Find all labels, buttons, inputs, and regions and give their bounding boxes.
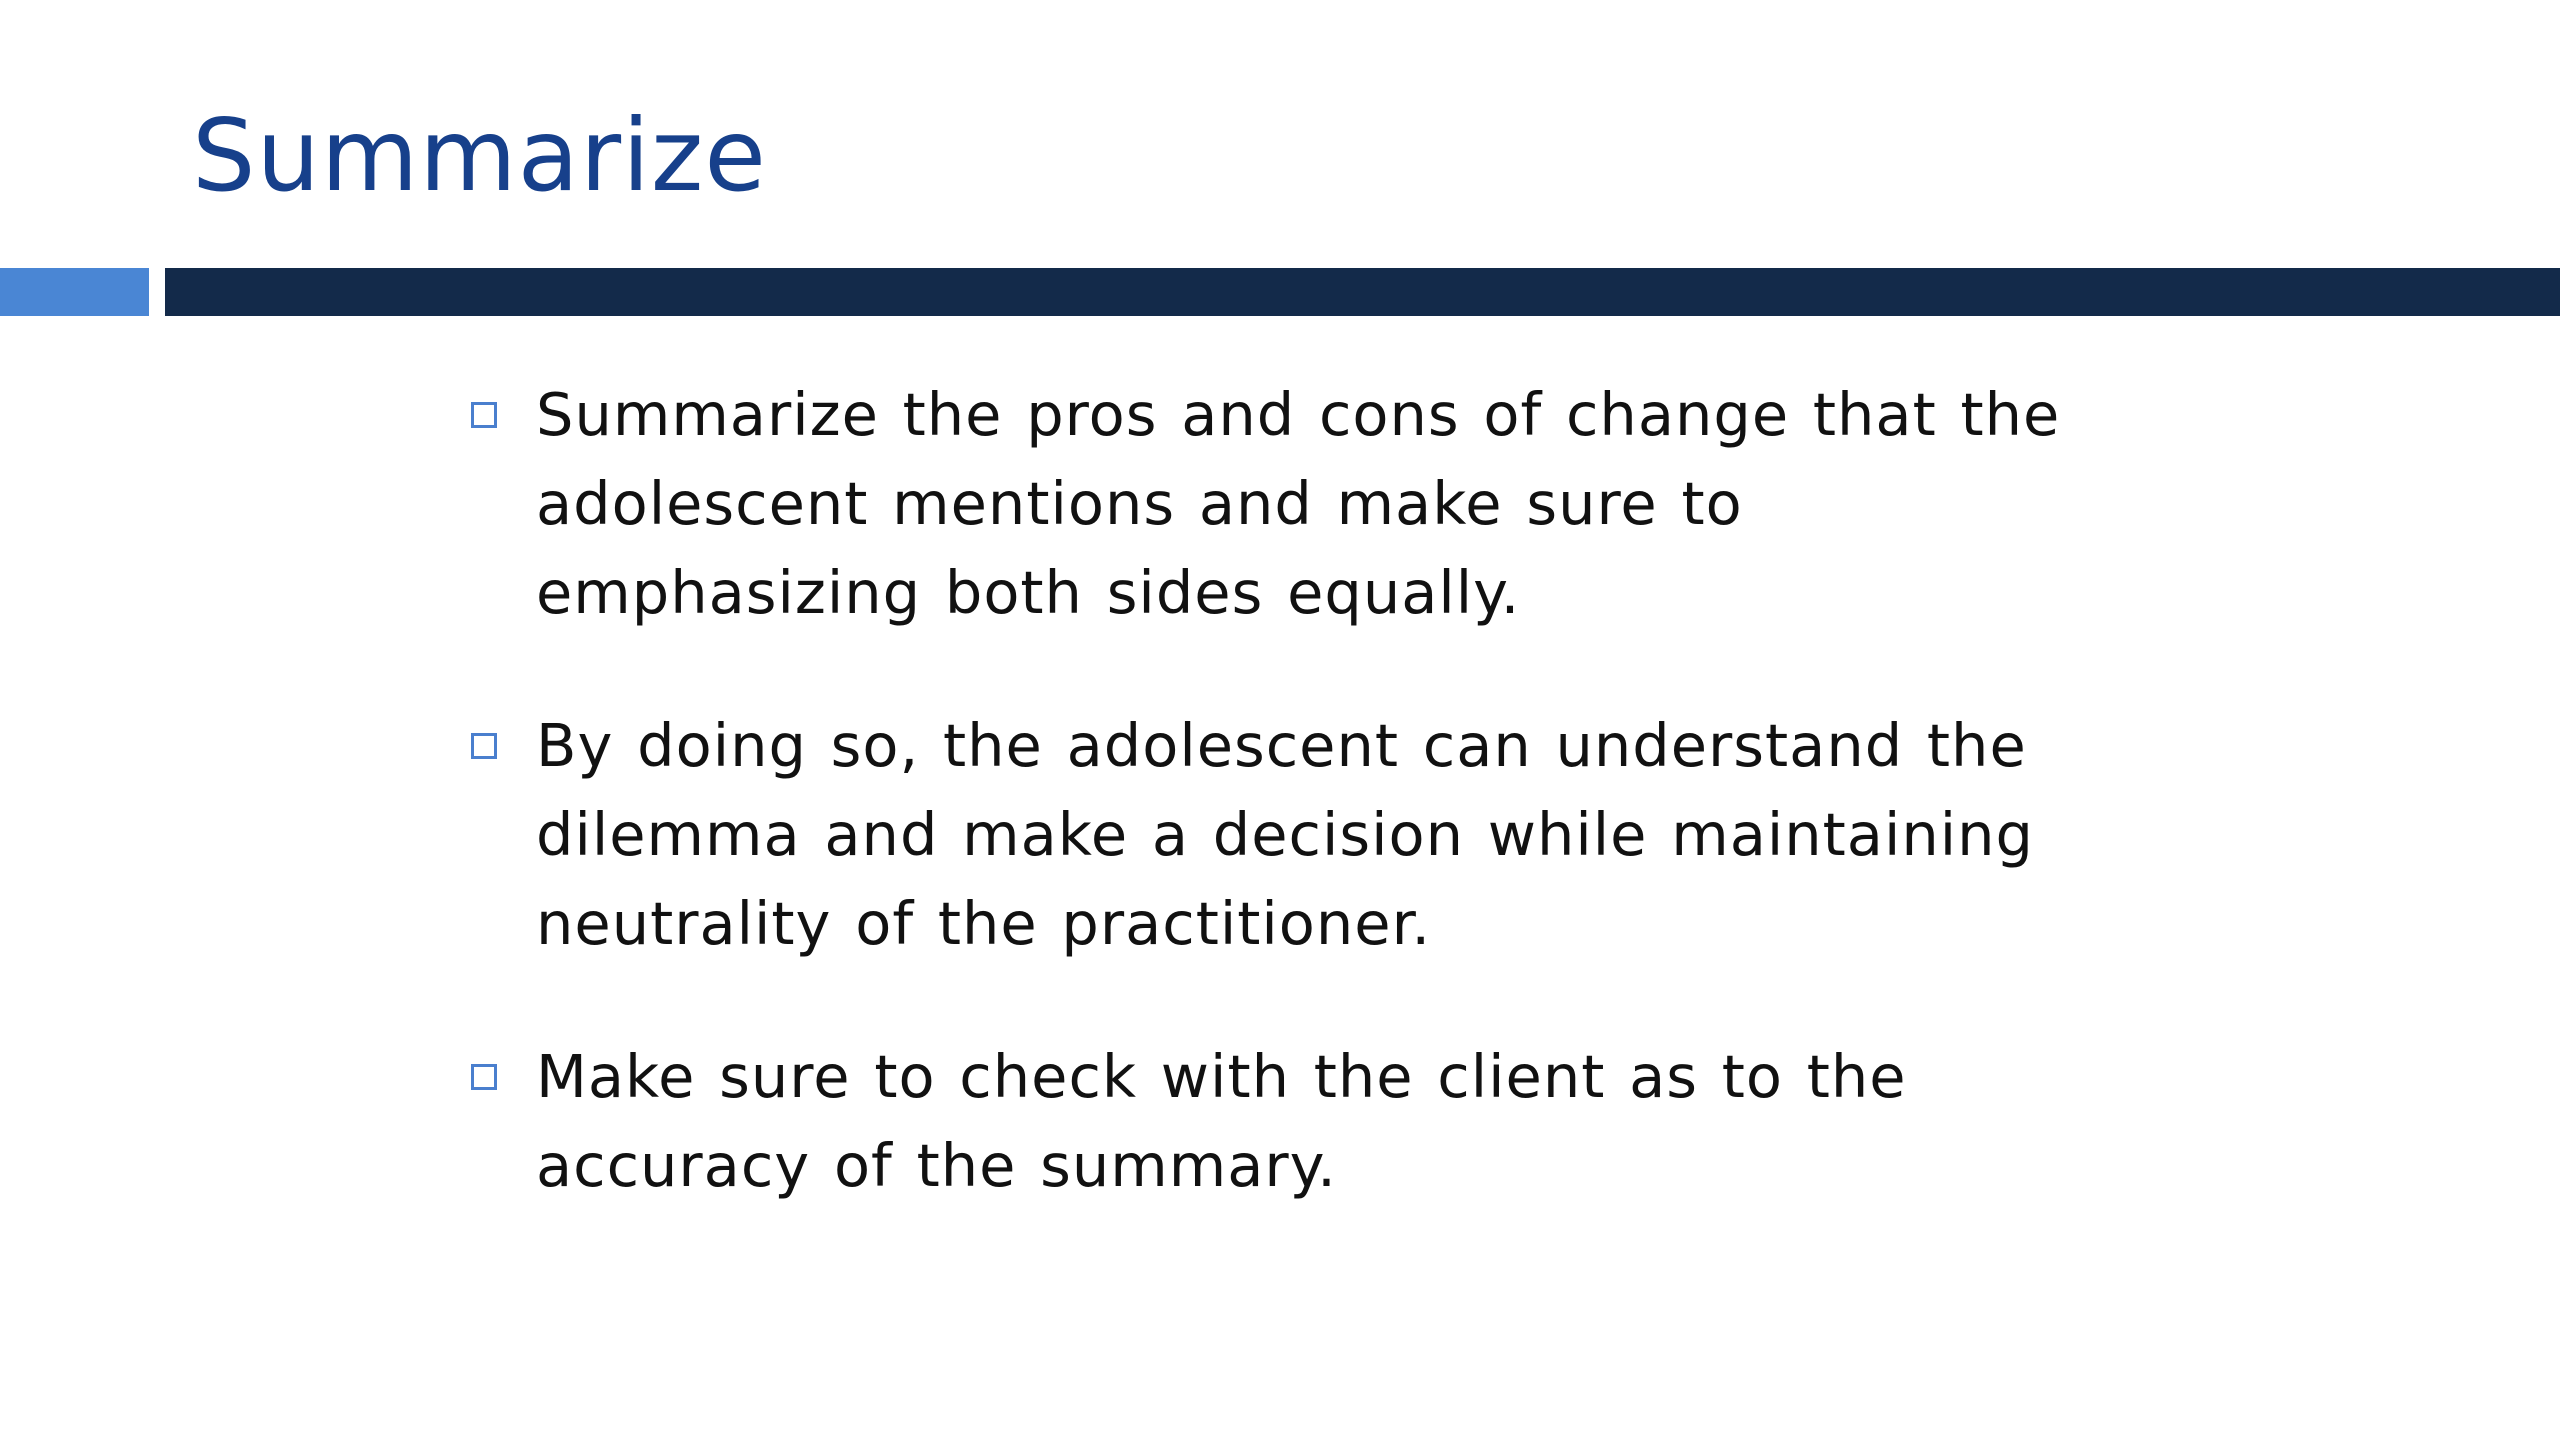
hollow-square-bullet-icon [471,1064,497,1090]
bullet-item [468,701,2108,968]
hollow-square-bullet-icon [471,733,497,759]
slide-title: Summarize [192,97,767,214]
title-bar-accent [0,268,149,316]
title-bar-divider [165,268,2560,316]
bullet-list [468,370,2108,1274]
bullet-item [468,1032,2108,1210]
bullet-text: By doing so, the adolescent can understand the dilemma and make a decision while maintaining neutrality of the practitioner. [536,711,2034,958]
bullet-item [468,370,2108,637]
bullet-text: Summarize the pros and cons of change that the adolescent mentions and make sure to emphasizing both sides equally. [536,380,2061,627]
bullet-text: Make sure to check with the client as to the accuracy of the summary. [536,1042,1907,1200]
hollow-square-bullet-icon [471,402,497,428]
